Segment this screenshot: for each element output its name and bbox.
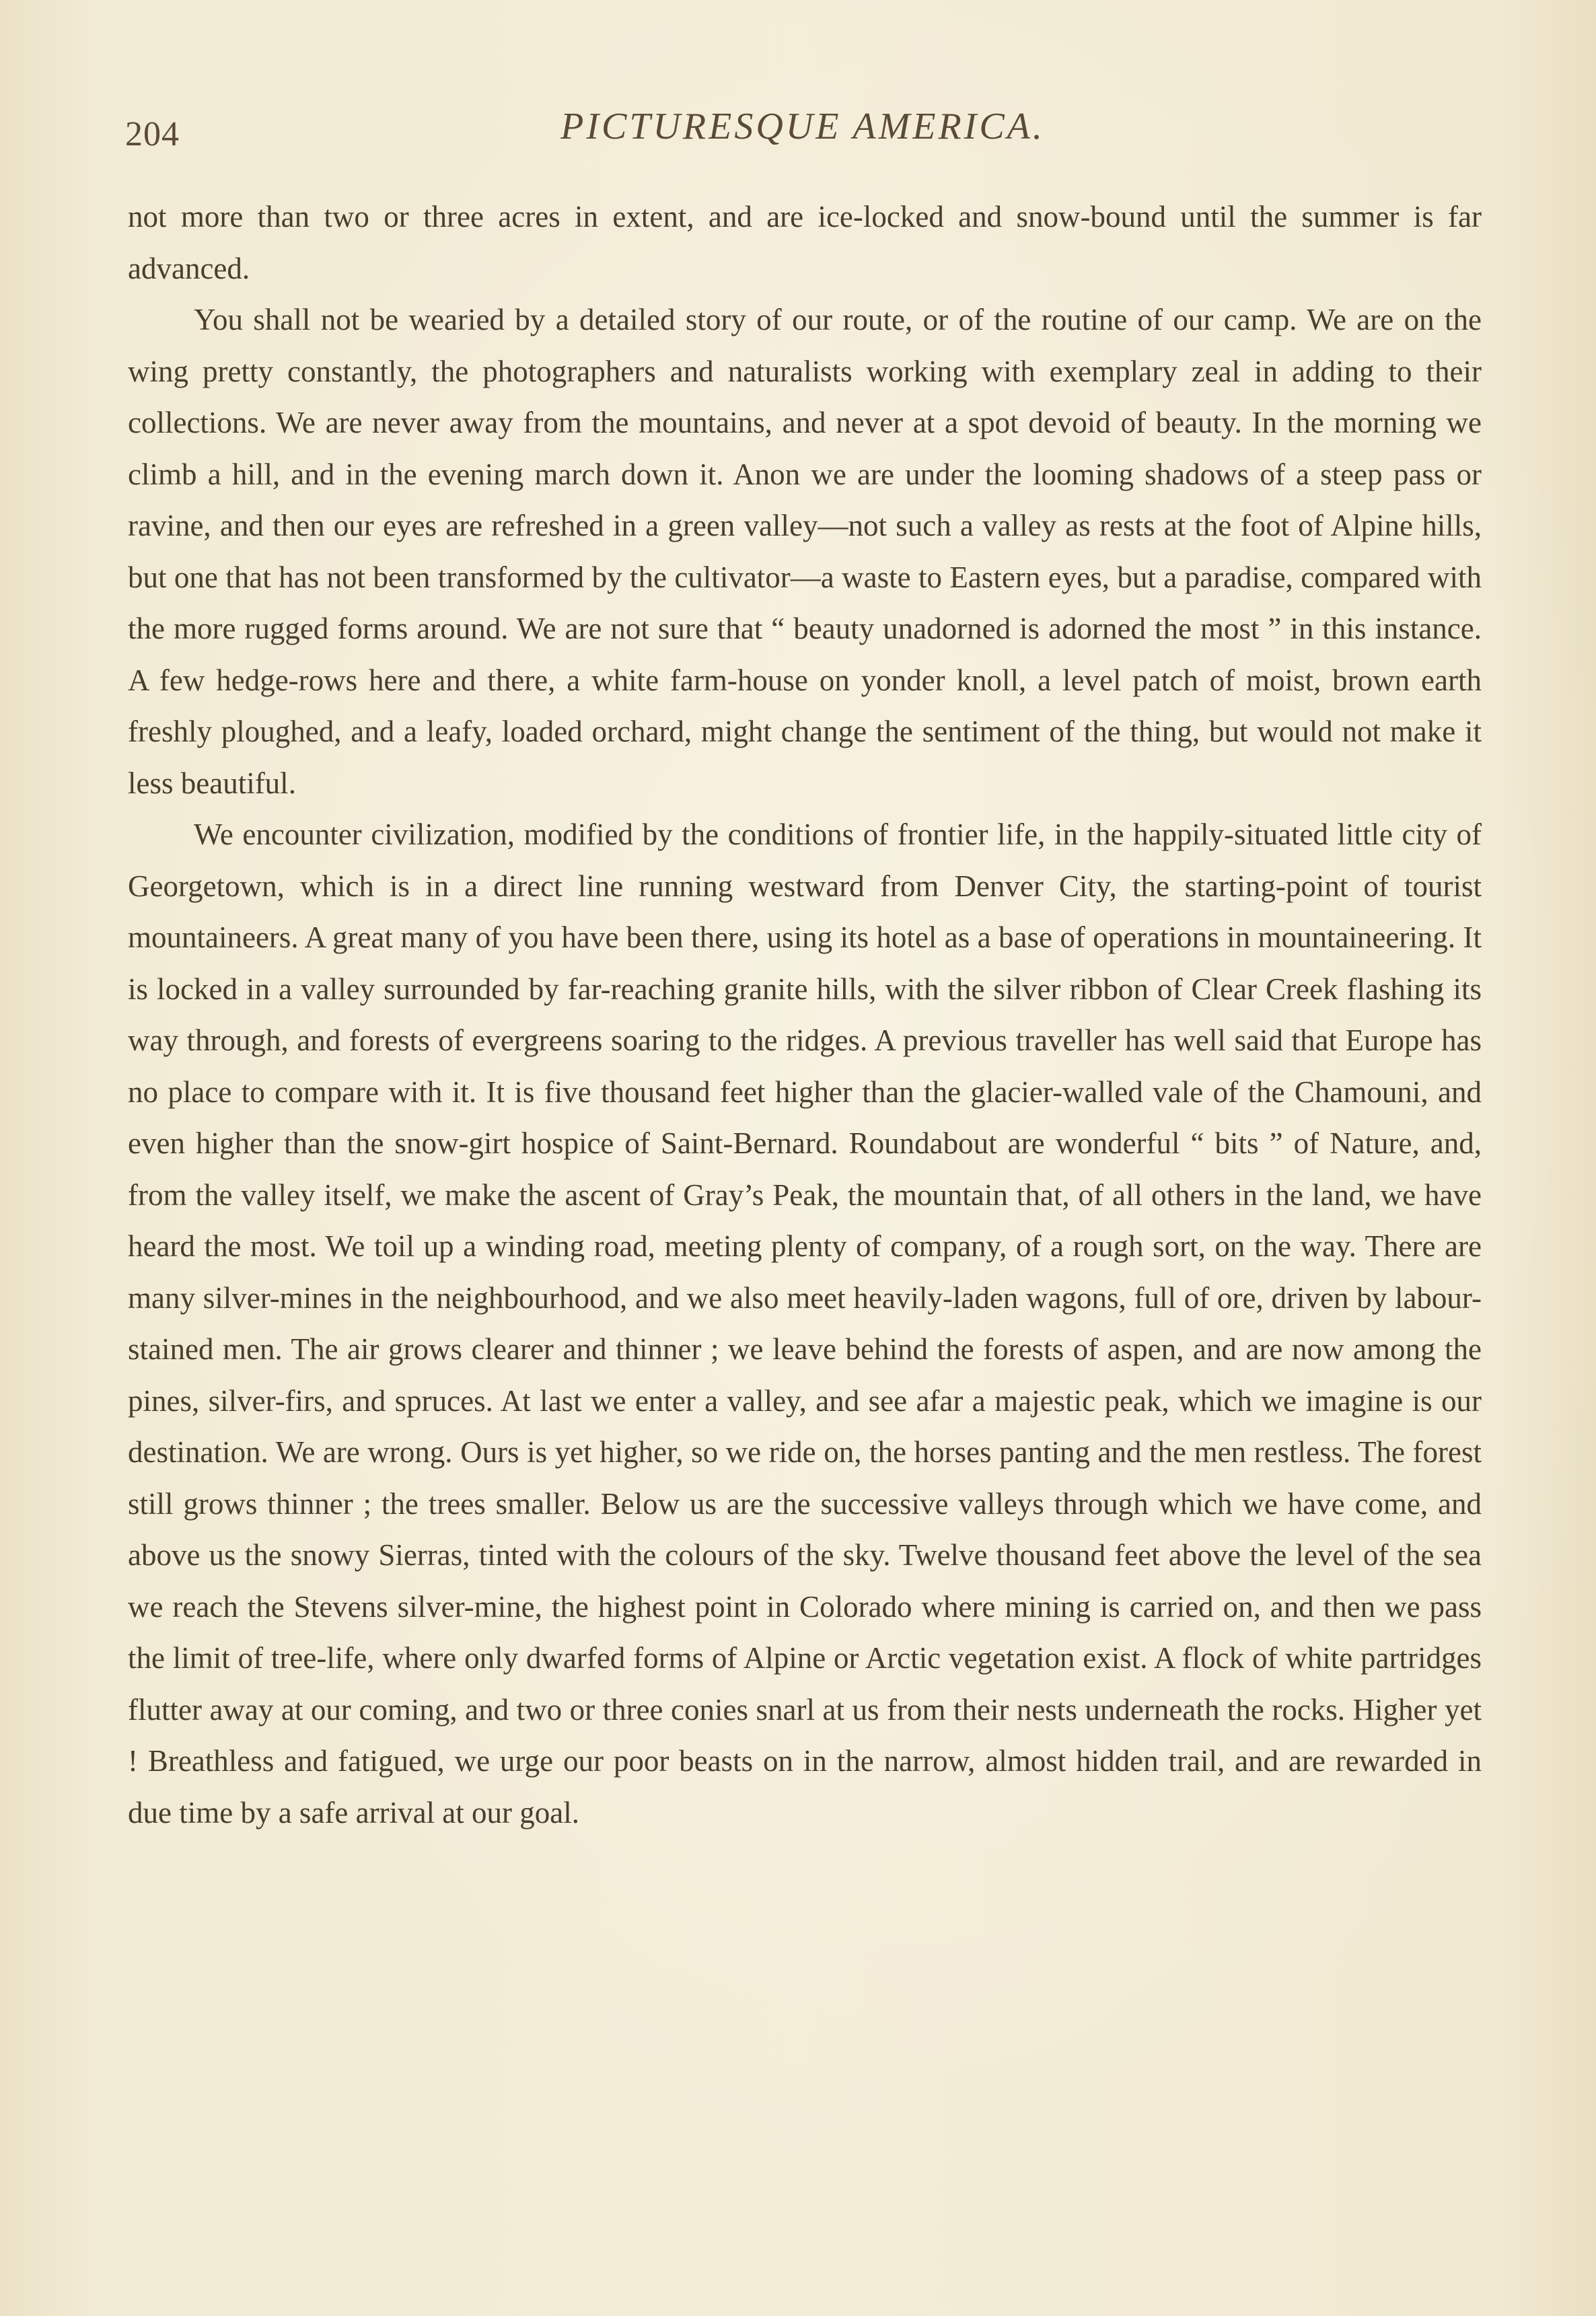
body-text [128, 191, 1482, 1838]
running-head [125, 101, 1480, 161]
paragraph-georgetown: We encounter civilization, modified by the conditions of frontier life, in the happily-situated little city of Georgetown, which is in a direct line running westward from Denver City, the starting-point of tourist mountaineers. A great many of you have been there, using its hotel as a base of operations in mountaineering. It is locked in a valley surrounded by far-reaching granite hills, with the silver ribbon of Clear Creek flashing its way through, and forests of evergreens soaring to the ridges. A previous traveller has well said that Europe has no place to compare with it. It is five thousand feet higher than the glacier-walled vale of the Chamouni, and even higher than the snow-girt hospice of Saint-Bernard. Roundabout are wonderful “ bits ” of Nature, and, from the valley itself, we make the ascent of Gray’s Peak, the mountain that, of all others in the land, we have heard the most. We toil up a winding road, meeting plenty of company, of a rough sort, on the way. There are many silver-mines in the neighbourhood, and we also meet heavily-laden wagons, full of ore, driven by labour-stained men. The air grows clearer and thinner ; we leave behind the forests of aspen, and are now among the pines, silver-firs, and spruces. At last we enter a valley, and see afar a majestic peak, which we imagine is our destination. We are wrong. Ours is yet higher, so we ride on, the horses panting and the men restless. The forest still grows thinner ; the trees smaller. Below us are the successive valleys through which we have come, and above us the snowy Sierras, tinted with the colours of the sky. Twelve thousand feet above the level of the sea we reach the Stevens silver-mine, the highest point in Colorado where mining is carried on, and then we pass the limit of tree-life, where only dwarfed forms of Alpine or Arctic vegetation exist. A flock of white partridges flutter away at our coming, and two or three conies snarl at us from their nests underneath the rocks. Higher yet ! Breathless and fatigued, we urge our poor beasts on in the narrow, almost hidden trail, and are rewarded in due time by a safe arrival at our goal. [128, 818, 1482, 1830]
page-number: 204 [125, 115, 180, 153]
paragraph-continuation: not more than two or three acres in extent, and are ice-locked and snow-bound until the summer is far advanced. [128, 200, 1482, 285]
page-title: PICTURESQUE AMERICA. [560, 106, 1045, 147]
paragraph-route: You shall not be wearied by a detailed story of our route, or of the routine of our camp. We are on the wing pretty constantly, the photographers and naturalists working with exemplary zeal in adding to their collections. We are never away from the mountains, and never at a spot devoid of beauty. In the morning we climb a hill, and in the evening march down it. Anon we are under the looming shadows of a steep pass or ravine, and then our eyes are refreshed in a green valley—not such a valley as rests at the foot of Alpine hills, but one that has not been transformed by the cultivator—a waste to Eastern eyes, but a paradise, compared with the more rugged forms around. We are not sure that “ beauty unadorned is adorned the most ” in this instance. A few hedge-rows here and there, a white farm-house on yonder knoll, a level patch of moist, brown earth freshly ploughed, and a leafy, loaded orchard, might change the sentiment of the thing, but would not make it less beautiful. [128, 303, 1482, 800]
